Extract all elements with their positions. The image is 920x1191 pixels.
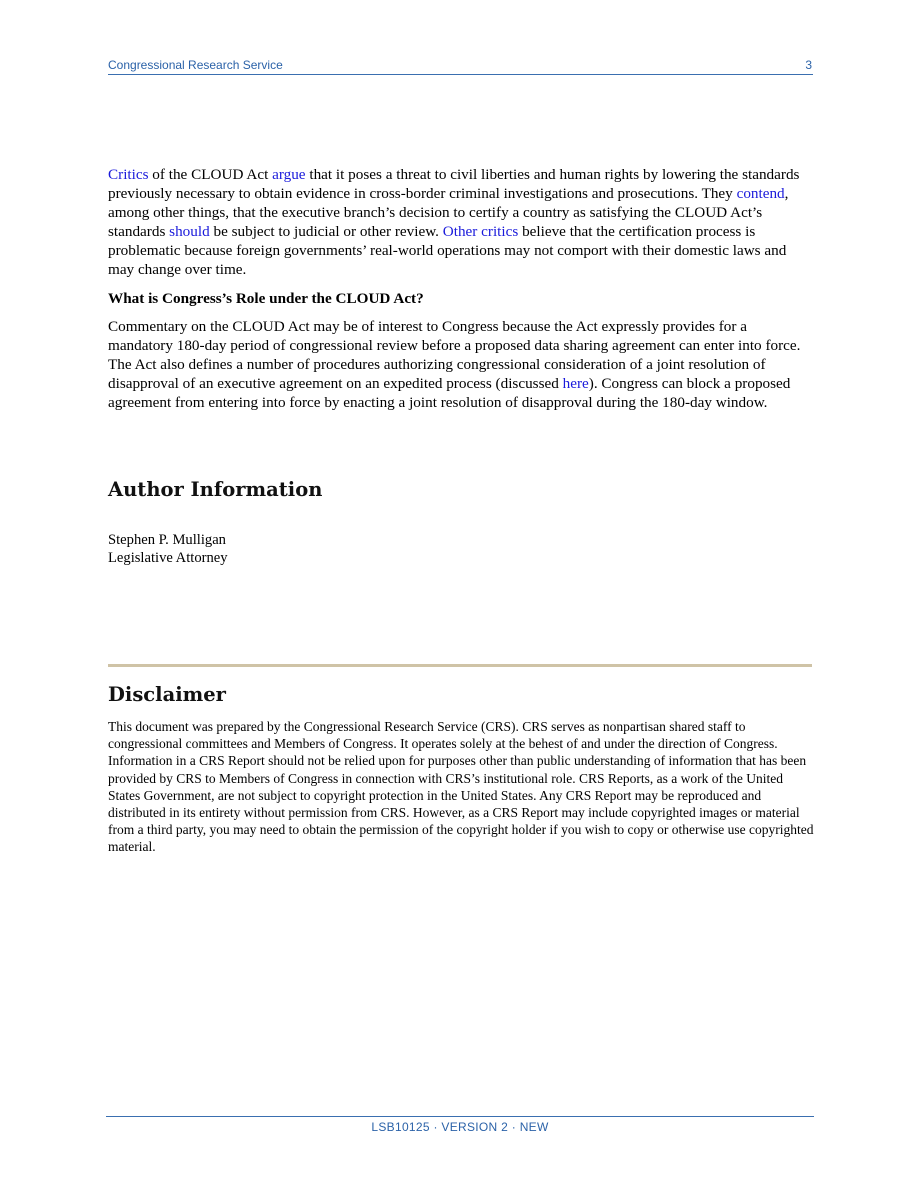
link-argue[interactable]: argue <box>272 166 306 184</box>
section-divider <box>108 664 812 667</box>
author-block <box>108 531 228 567</box>
author-heading: Author Information <box>108 478 323 501</box>
paragraph-text: of the CLOUD Act <box>148 166 273 184</box>
link-contend[interactable]: contend <box>736 185 785 203</box>
link-other-critics[interactable]: Other critics <box>442 223 519 241</box>
paragraph-text: ). Congress can block a proposed agreement from entering into force by enacting a joint resolution of disapproval during the 180-day window. <box>108 375 791 412</box>
paragraph-text: believe that the certification process is problematic because foreign governments’ real-world operations may not comport with their domestic laws and may change over time. <box>108 223 787 279</box>
page-header <box>108 58 813 75</box>
link-should[interactable]: should <box>169 223 210 241</box>
paragraph-congress-role <box>108 317 814 412</box>
paragraph-text: be subject to judicial or other review. <box>209 223 443 241</box>
author-title: Legislative Attorney <box>108 550 228 566</box>
paragraph-text: , among other things, that the executive branch’s decision to certify a country as satisfying the CLOUD Act’s standards <box>108 185 789 241</box>
paragraph-critics <box>108 165 814 279</box>
page-footer: LSB10125 · VERSION 2 · NEW <box>371 1120 549 1134</box>
disclaimer-heading: Disclaimer <box>108 683 226 706</box>
paragraph-text: Commentary on the CLOUD Act may be of interest to Congress because the Act expressly provides for a mandatory 180-day period of congressional review before a proposed data sharing agreement can enter into force. The Act also defines a number of procedures authorizing congressional consideration of a joint resolution of disapproval of an executive agreement on an expedited process (discussed <box>108 318 801 393</box>
question-heading: What is Congress’s Role under the CLOUD Act? <box>108 290 424 308</box>
header-page-number: 3 <box>805 58 812 72</box>
link-here[interactable]: here <box>562 375 589 393</box>
disclaimer-text: This document was prepared by the Congressional Research Service (CRS). CRS serves as nonpartisan shared staff to congressional committees and Members of Congress. It operates solely at the behest of and under the direction of Congress. Information in a CRS Report should not be relied upon for purposes other than public understanding of information that has been provided by CRS to Members of Congress in connection with CRS’s institutional role. CRS Reports, as a work of the United States Government, are not subject to copyright protection in the United States. Any CRS Report may be reproduced and distributed in its entirety without permission from CRS. However, as a CRS Report may include copyrighted images or material from a third party, you may need to obtain the permission of the copyright holder if you wish to copy or otherwise use copyrighted material. <box>108 719 814 855</box>
paragraph-text: that it poses a threat to civil liberties and human rights by lowering the standards previously necessary to obtain evidence in cross-border criminal investigations and prosecutions. They <box>108 166 800 203</box>
author-name: Stephen P. Mulligan <box>108 532 226 548</box>
footer-rule <box>106 1116 814 1117</box>
link-critics[interactable]: Critics <box>108 166 149 184</box>
header-organization: Congressional Research Service <box>108 58 283 72</box>
